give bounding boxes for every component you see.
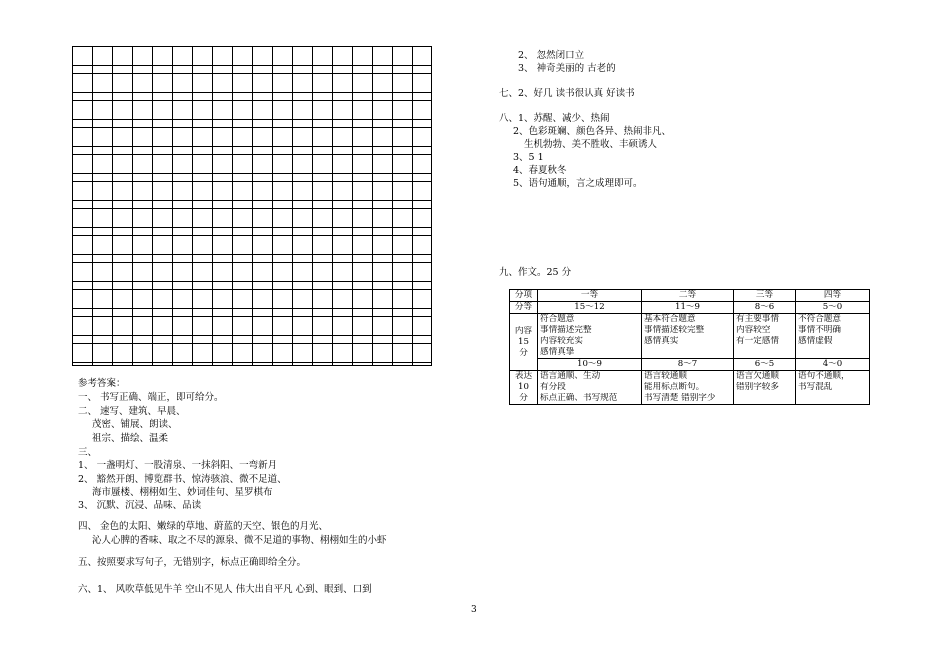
answer-8-2: 2、色彩斑斓、颜色各异、热闹非凡、 [513,126,672,137]
expression-grade-3: 语言欠通顺 错别字较多 [734,371,796,405]
expression-grade-1: 语言通顺、生动 有分段 标点正确、书写规范 [538,371,642,405]
composition-scoring-table [509,289,870,405]
answer-8-5: 5、语句通顺，言之成理即可。 [513,178,643,189]
answer-9-heading: 九、作文。25 分 [499,267,572,278]
answer-8-3: 3、5 1 [513,152,544,163]
score-range-4: 5～0 [796,302,870,314]
table-row [510,302,870,314]
score-range-3: 8～6 [734,302,796,314]
header-grade-3: 三等 [734,290,796,302]
answer-2-line1: 二、 速写、建筑、早晨、 [78,406,186,417]
answer-2-line2: 茂密、铺展、朗读、 [92,419,178,430]
content-grade-3: 有主要事情 内容较空 有一定感情 [734,314,796,359]
answer-8-2-cont: 生机勃勃、美不胜收、丰硕诱人 [524,139,658,150]
answer-8-4: 4、春夏秋冬 [513,165,567,176]
header-score: 分等 [510,302,538,314]
content-grade-1: 符合题意 事情描述完整 内容较充实 感情真挚 [538,314,642,359]
answer-2-line3: 祖宗、描绘、温柔 [92,433,169,444]
answer-6-3: 3、 神奇美丽的 古老的 [518,63,616,74]
answer-1: 一、 书写正确、端正，即可给分。 [78,392,224,403]
answer-3-1: 1、 一盏明灯、一股清泉、一抹斜阳、一弯新月 [78,460,278,471]
table-row [510,371,870,405]
expr-range-2: 8～7 [642,359,734,371]
expression-label: 表达 10 分 [510,371,538,405]
header-grade-2: 二等 [642,290,734,302]
header-grade-1: 一等 [538,290,642,302]
reference-answers-title: 参考答案： [78,378,126,389]
answer-8-1: 八、1、苏醒、减少、热闹 [499,113,610,124]
answer-6-1: 六、1、 风吹草低见牛羊 空山不见人 伟大出自平凡 心到、眼到、口到 [78,584,372,595]
expr-range-4: 4～0 [796,359,870,371]
header-grade-4: 四等 [796,290,870,302]
expression-grade-4: 语句不通顺， 书写混乱 [796,371,870,405]
answer-6-2: 2、 忽然闭口立 [518,50,585,61]
page-number: 3 [471,605,477,615]
answer-7: 七、2、好几 读书很认真 好读书 [499,88,635,99]
writing-grid [72,46,432,366]
score-range-2: 11～9 [642,302,734,314]
content-label: 内容 15 分 [510,314,538,371]
answer-3-2-cont: 海市蜃楼、栩栩如生、妙词佳句、星罗棋布 [92,487,273,498]
answer-4-line1: 四、 金色的太阳、嫩绿的草地、蔚蓝的天空、银色的月光、 [78,521,329,532]
header-item: 分项 [510,290,538,302]
answer-3-3: 3、 沉默、沉浸、品味、品读 [78,500,202,511]
answer-4-line2: 沁人心脾的香味、取之不尽的源泉、微不足道的事物、栩栩如生的小虾 [92,535,387,546]
content-grade-4: 不符合题意 事情不明确 感情虚假 [796,314,870,359]
table-row [510,290,870,302]
table-row [510,314,870,359]
answer-5: 五、按照要求写句子，无错别字，标点正确即给全分。 [78,557,307,568]
answer-3-heading: 三、 [78,447,98,458]
table-row [510,359,870,371]
content-grade-2: 基本符合题意 事情描述较完整 感情真实 [642,314,734,359]
answer-3-2: 2、 豁然开朗、博览群书、惊涛骇浪、微不足道、 [78,474,287,485]
expression-grade-2: 语言较通顺 能用标点断句。 书写清楚 错别字少 [642,371,734,405]
expr-range-1: 10～9 [538,359,642,371]
score-range-1: 15～12 [538,302,642,314]
expr-range-3: 6～5 [734,359,796,371]
